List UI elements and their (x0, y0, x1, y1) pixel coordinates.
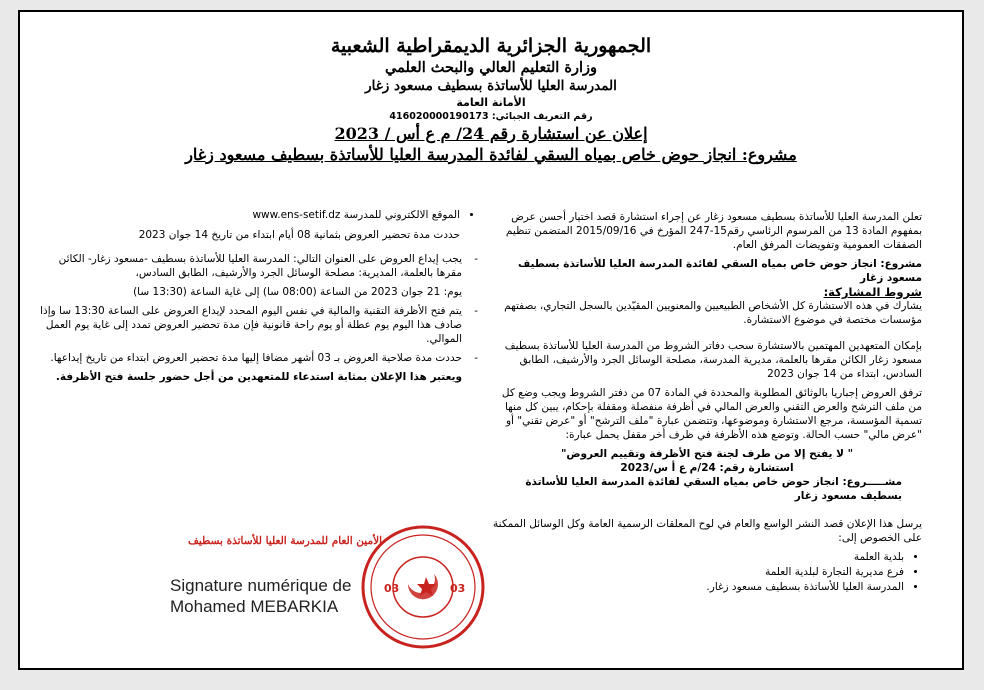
validity-paragraph: - حددت مدة صلاحية العروض بـ 03 أشهر مضافا إليها مدة تحضير العروض ابتداء من تاريخ إيداعها. (38, 351, 478, 365)
website-line: • الموقع الالكتروني للمدرسة www.ens-setif.dz (38, 208, 460, 222)
participation-paragraph: يشارك في هذه الاستشارة كل الأشخاص الطبيعيين والمعنويين المقيّدين بالسجل التجاري، بصفتهم مؤسسات مختصة في موضوع الاستشارة. (504, 300, 922, 326)
ministry-title: وزارة التعليم العالي والبحث العلمي (385, 59, 597, 76)
project-title: مشروع: انجاز حوض خاص بمياه السقي لفائدة المدرسة العليا للأساتذة بسطيف مسعود زغار (185, 145, 797, 164)
project-line: مشروع: انجاز حوض خاص بمياه السقي لفائدة المدرسة العليا للأساتذة بسطيف مسعود زغار (517, 258, 922, 284)
school-title: المدرسة العليا للأساتذة بسطيف مسعود زغار (365, 78, 617, 94)
list-item: • بلدية العلمة (492, 550, 904, 564)
invitation-paragraph: ويعتبر هذا الإعلان بمثابة استدعاء للمتعهدين من أجل حضور جلسة فتح الأظرفة. (55, 371, 462, 383)
secretariat-title: الأمانة العامة (456, 96, 526, 109)
documents-paragraph: ترفق العروض إجباريا بالوثائق المطلوبة والمحددة في المادة 07 من دفتر الشروط ويجب وضع كل من ملف الترشح والعرض التقني والعرض المالي في أظرفة منفصلة ومقفلة بإحكام، يبين كل منها تسمية المؤسسة، مرجع الاستشارة وموضوعها، وتتضمن عبارة "ملف الترشح" أو "عرض تقني" أو "عرض مالي" حسب الحالة. وتوضع هذه الأظرفة في ظرف أخر مقفل يحمل عبارة: (501, 387, 922, 441)
tax-id: رقم التعريف الجبائي: 416020000190173 (389, 111, 593, 122)
signature-line-2: Mohamed MEBARKIA (170, 597, 339, 616)
announcement-title: إعلان عن استشارة رقم 24/ م ع أس / 2023 (334, 124, 648, 143)
signature-line-1: Signature numérique de (170, 576, 352, 595)
stamp-number: 03 (450, 582, 466, 595)
republic-title: الجمهورية الجزائرية الديمقراطية الشعبية (330, 35, 652, 57)
withdraw-paragraph: بإمكان المتعهدين المهتمين بالاستشارة سحب دفاتر الشروط من المدرسة العليا للأساتذة بسطيف مسعود زغار الكائن مقرها بالعلمة، مديرية المدرسة، مصلحة الوسائل الجرد والأرشيف، الطابق السادس، ابتداء من 14 جوان 2023 (504, 340, 922, 380)
document-page (18, 10, 964, 670)
deposit-paragraph: - يجب إيداع العروض على العنوان التالي: المدرسة العليا للأساتذة بسطيف -مسعود زغار- الكائن مقرها بالعلمة، المديرية: مصلحة الوسائل الجرد والأرشيف، الطابق السادس، (38, 252, 478, 280)
deposit-time: يوم: 21 جوان 2023 من الساعة (08:00 سا) إلى غاية الساعة (13:30 سا) (133, 286, 462, 298)
document-header (20, 34, 962, 165)
stamp-number: 03 (384, 582, 400, 595)
list-item: • المدرسة العليا للأساتذة بسطيف مسعود زغار. (492, 580, 904, 594)
left-column (38, 208, 478, 389)
deadline-line: حددت مدة تحضير العروض بثمانية 08 أيام ابتداء من تاريخ 14 جوان 2023 (138, 229, 460, 241)
signatory-title: الأمين العام للمدرسة العليا للأساتذة بسطيف (188, 535, 382, 547)
envelope-ref: استشارة رقم: 24/م ع أ س/2023 (620, 462, 794, 474)
envelope-project: مشـــــروع: انجاز حوض خاص بمياه السقي لفائدة المدرسة العليا للأساتذة بسطيف مسعود زغار (525, 476, 902, 502)
recipients-list (492, 550, 922, 594)
list-item: • فرع مديرية التجارة لبلدية العلمة (492, 565, 904, 579)
envelope-note: " لا يفتح إلا من طرف لجنة فتح الأظرفة وتقييم العروض" (560, 448, 854, 460)
opening-paragraph: - يتم فتح الأظرفة التقنية والمالية في نفس اليوم المحدد لإيداع العروض على الساعة 13:30 سا وإذا صادف هذا اليوم يوم عطلة أو يوم راحة قانونية فإن مدة تحضير العروض تمدد إلى غاية يوم العمل الموالي. (38, 304, 478, 346)
publication-paragraph: يرسل هذا الإعلان قصد النشر الواسع والعام في لوح المعلقات الرسمية العامة وكل الوسائل الممكنة على الخصوص إلى: (493, 518, 922, 544)
right-column (492, 210, 922, 595)
intro-paragraph: تعلن المدرسة العليا للأساتذة بسطيف مسعود زغار عن إجراء استشارة قصد اختيار أحسن عرض بمفهوم المادة 13 من المرسوم الرئاسي رقم15-247 المؤرخ في 2015/09/16 المتضمن تنظيم الصفقات العمومية وتفويضات المرفق العام. (505, 211, 922, 251)
conditions-title: شروط المشاركة: (823, 285, 922, 299)
official-stamp-icon (358, 522, 488, 652)
